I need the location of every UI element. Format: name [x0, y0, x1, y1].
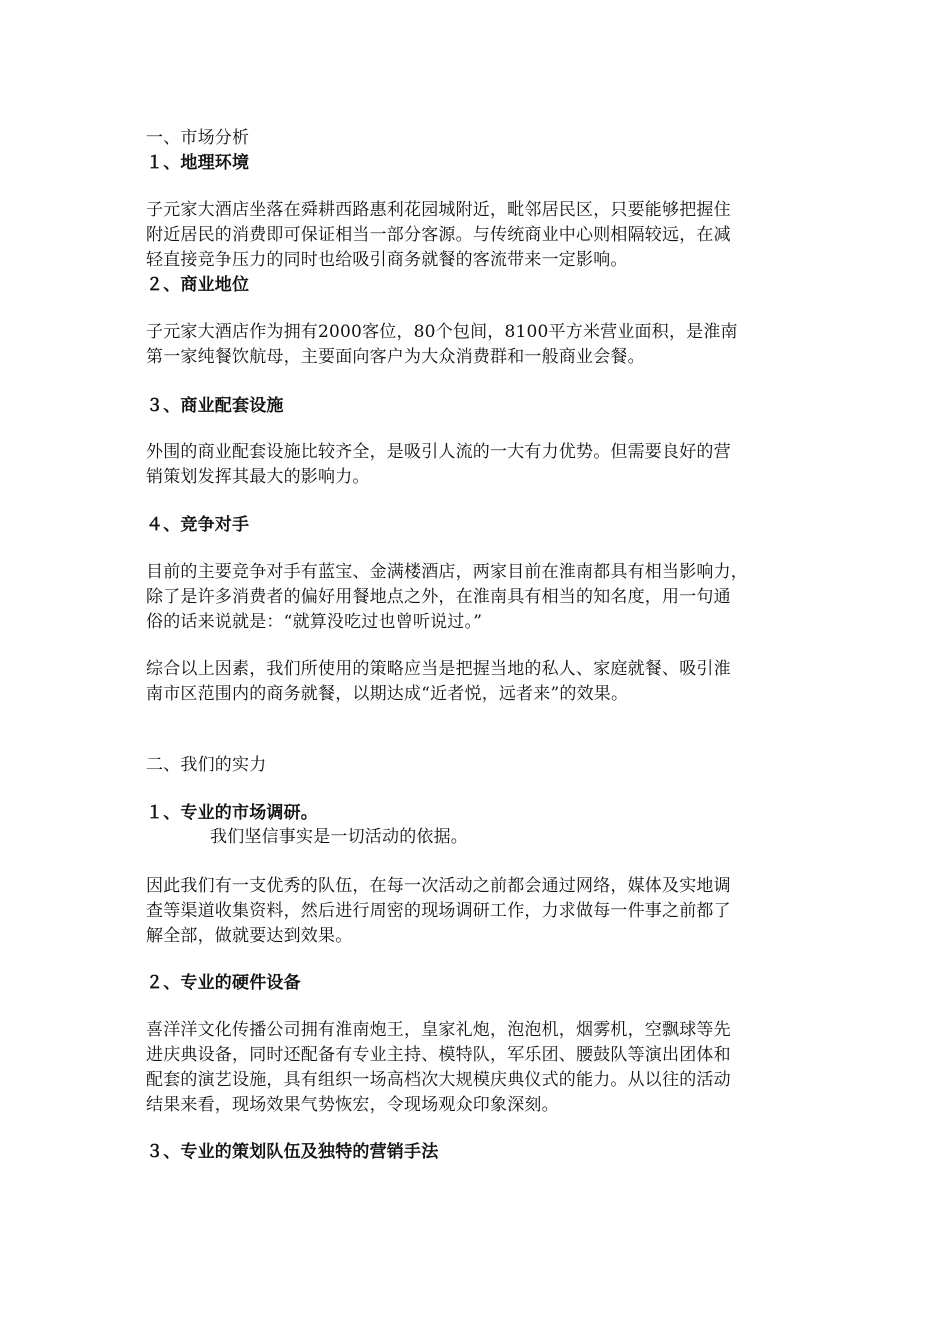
paragraph-line: 查等渠道收集资料，然后进行周密的现场调研工作，力求做每一件事之前都了: [146, 901, 731, 921]
paragraph-line: 进庆典设备，同时还配备有专业主持、模特队，军乐团、腰鼓队等演出团体和: [146, 1045, 731, 1065]
paragraph-line: 除了是许多消费者的偏好用餐地点之外，在淮南具有相当的知名度，用一句通: [146, 587, 731, 607]
paragraph-line: 子元家大酒店作为拥有2000客位，80个包间，8100平方米营业面积，是淮南: [146, 322, 738, 342]
paragraph-line: 目前的主要竞争对手有蓝宝、金满楼酒店，两家目前在淮南都具有相当影响力，: [146, 562, 748, 582]
paragraph-line: 子元家大酒店坐落在舜耕西路惠利花园城附近，毗邻居民区，只要能够把握住: [146, 200, 731, 220]
paragraph-line: 因此我们有一支优秀的队伍，在每一次活动之前都会通过网络，媒体及实地调: [146, 876, 731, 896]
paragraph-line: 南市区范围内的商务就餐，以期达成“近者悦，远者来”的效果。: [146, 684, 629, 704]
paragraph-line: 我们坚信事实是一切活动的依据。: [210, 827, 468, 847]
section-title-market-analysis: 一、市场分析: [146, 128, 250, 148]
paragraph-line: 结果来看，现场效果气势恢宏，令现场观众印象深刻。: [146, 1095, 559, 1115]
paragraph-line: 附近居民的消费即可保证相当一部分客源。与传统商业中心则相隔较远，在减: [146, 225, 731, 245]
paragraph-line: 解全部，做就要达到效果。: [146, 926, 353, 946]
heading-competitors: ４、竞争对手: [146, 515, 250, 535]
heading-geography: １、地理环境: [146, 153, 250, 173]
section-title-our-strength: 二、我们的实力: [146, 755, 267, 775]
paragraph-line: 第一家纯餐饮航母，主要面向客户为大众消费群和一般商业会餐。: [146, 347, 645, 367]
heading-facilities: ３、商业配套设施: [146, 396, 284, 416]
heading-planning-team: ３、专业的策划队伍及独特的营销手法: [146, 1142, 439, 1162]
paragraph-line: 配套的演艺设施，具有组织一场高档次大规模庆典仪式的能力。从以往的活动: [146, 1070, 731, 1090]
heading-market-research: １、专业的市场调研。: [146, 803, 318, 823]
paragraph-line: 俗的话来说就是：“就算没吃过也曾听说过。”: [146, 612, 483, 632]
heading-hardware: ２、专业的硬件设备: [146, 973, 301, 993]
paragraph-line: 轻直接竞争压力的同时也给吸引商务就餐的客流带来一定影响。: [146, 250, 628, 270]
paragraph-line: 喜洋洋文化传播公司拥有淮南炮王，皇家礼炮，泡泡机，烟雾机，空飘球等先: [146, 1020, 731, 1040]
paragraph-line: 综合以上因素，我们所使用的策略应当是把握当地的私人、家庭就餐、吸引淮: [146, 659, 731, 679]
paragraph-line: 销策划发挥其最大的影响力。: [146, 467, 370, 487]
heading-business-status: ２、商业地位: [146, 275, 250, 295]
paragraph-line: 外围的商业配套设施比较齐全，是吸引人流的一大有力优势。但需要良好的营: [146, 442, 731, 462]
